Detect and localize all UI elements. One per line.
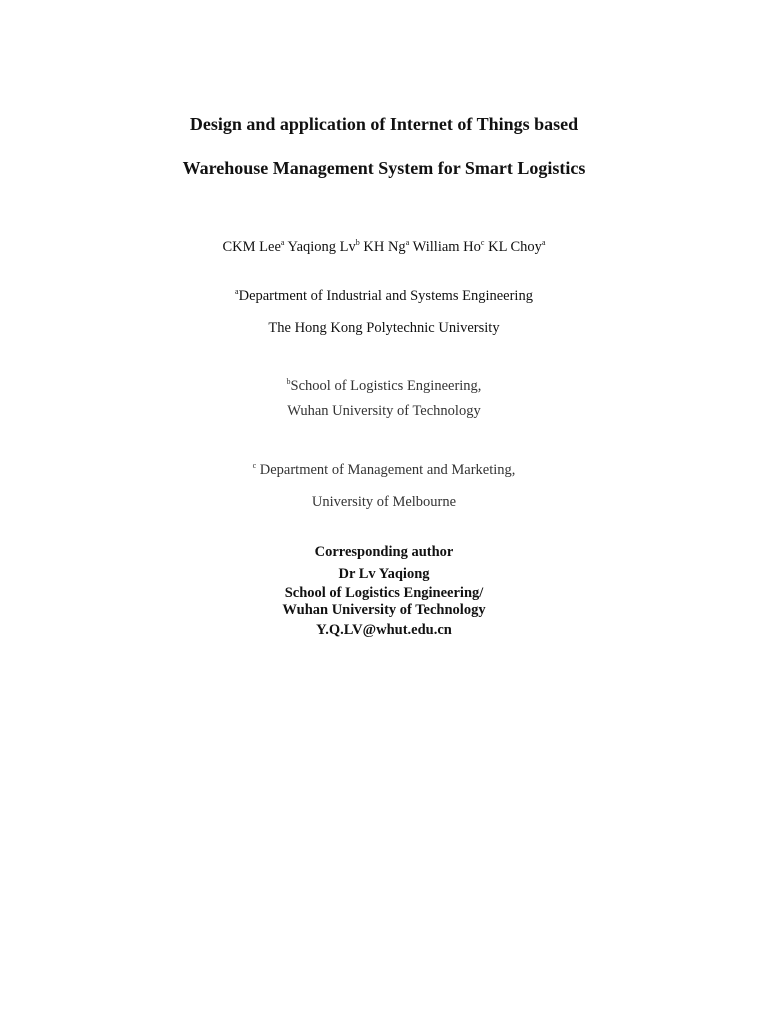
corresponding-university: Wuhan University of Technology — [282, 602, 486, 618]
corresponding-name: Dr Lv Yaqiong — [338, 566, 430, 582]
author-affil-mark: a — [405, 238, 410, 247]
author-affil-mark: a — [280, 238, 285, 247]
affiliation-b-line-2: Wuhan University of Technology — [287, 403, 481, 419]
affiliation-b-line-1 — [0, 378, 768, 395]
affiliation-text: School of Logistics Engineering, — [290, 378, 482, 394]
affiliation-text: Department of Management and Marketing, — [256, 462, 516, 478]
author-list — [0, 239, 768, 256]
author-name: Yaqiong Lv — [287, 239, 356, 255]
title-line-2: Warehouse Management System for Smart Logistics — [182, 158, 586, 178]
title-line-1: Design and application of Internet of Things based — [189, 114, 579, 134]
affiliation-c-line-1 — [0, 462, 768, 479]
affiliation-a-line-1 — [0, 288, 768, 305]
author-affil-mark: a — [541, 238, 546, 247]
author-name: KH Ng — [363, 239, 406, 255]
affiliation-mark: b — [286, 377, 291, 386]
affiliation-mark: c — [252, 461, 257, 470]
author-name: KL Choy — [488, 239, 542, 255]
author-affil-mark: c — [480, 238, 485, 247]
affiliation-c-line-2: University of Melbourne — [311, 494, 457, 510]
affiliation-a-line-2: The Hong Kong Polytechnic University — [268, 320, 500, 336]
corresponding-department: School of Logistics Engineering/ — [284, 585, 484, 601]
author-name: CKM Lee — [222, 239, 281, 255]
affiliation-text: Department of Industrial and Systems Engineering — [238, 288, 533, 304]
corresponding-email: Y.Q.LV@whut.edu.cn — [316, 622, 452, 638]
corresponding-heading: Corresponding author — [314, 544, 454, 560]
affiliation-mark: a — [235, 287, 239, 296]
author-affil-mark: b — [355, 238, 360, 247]
author-name: William Ho — [412, 239, 481, 255]
